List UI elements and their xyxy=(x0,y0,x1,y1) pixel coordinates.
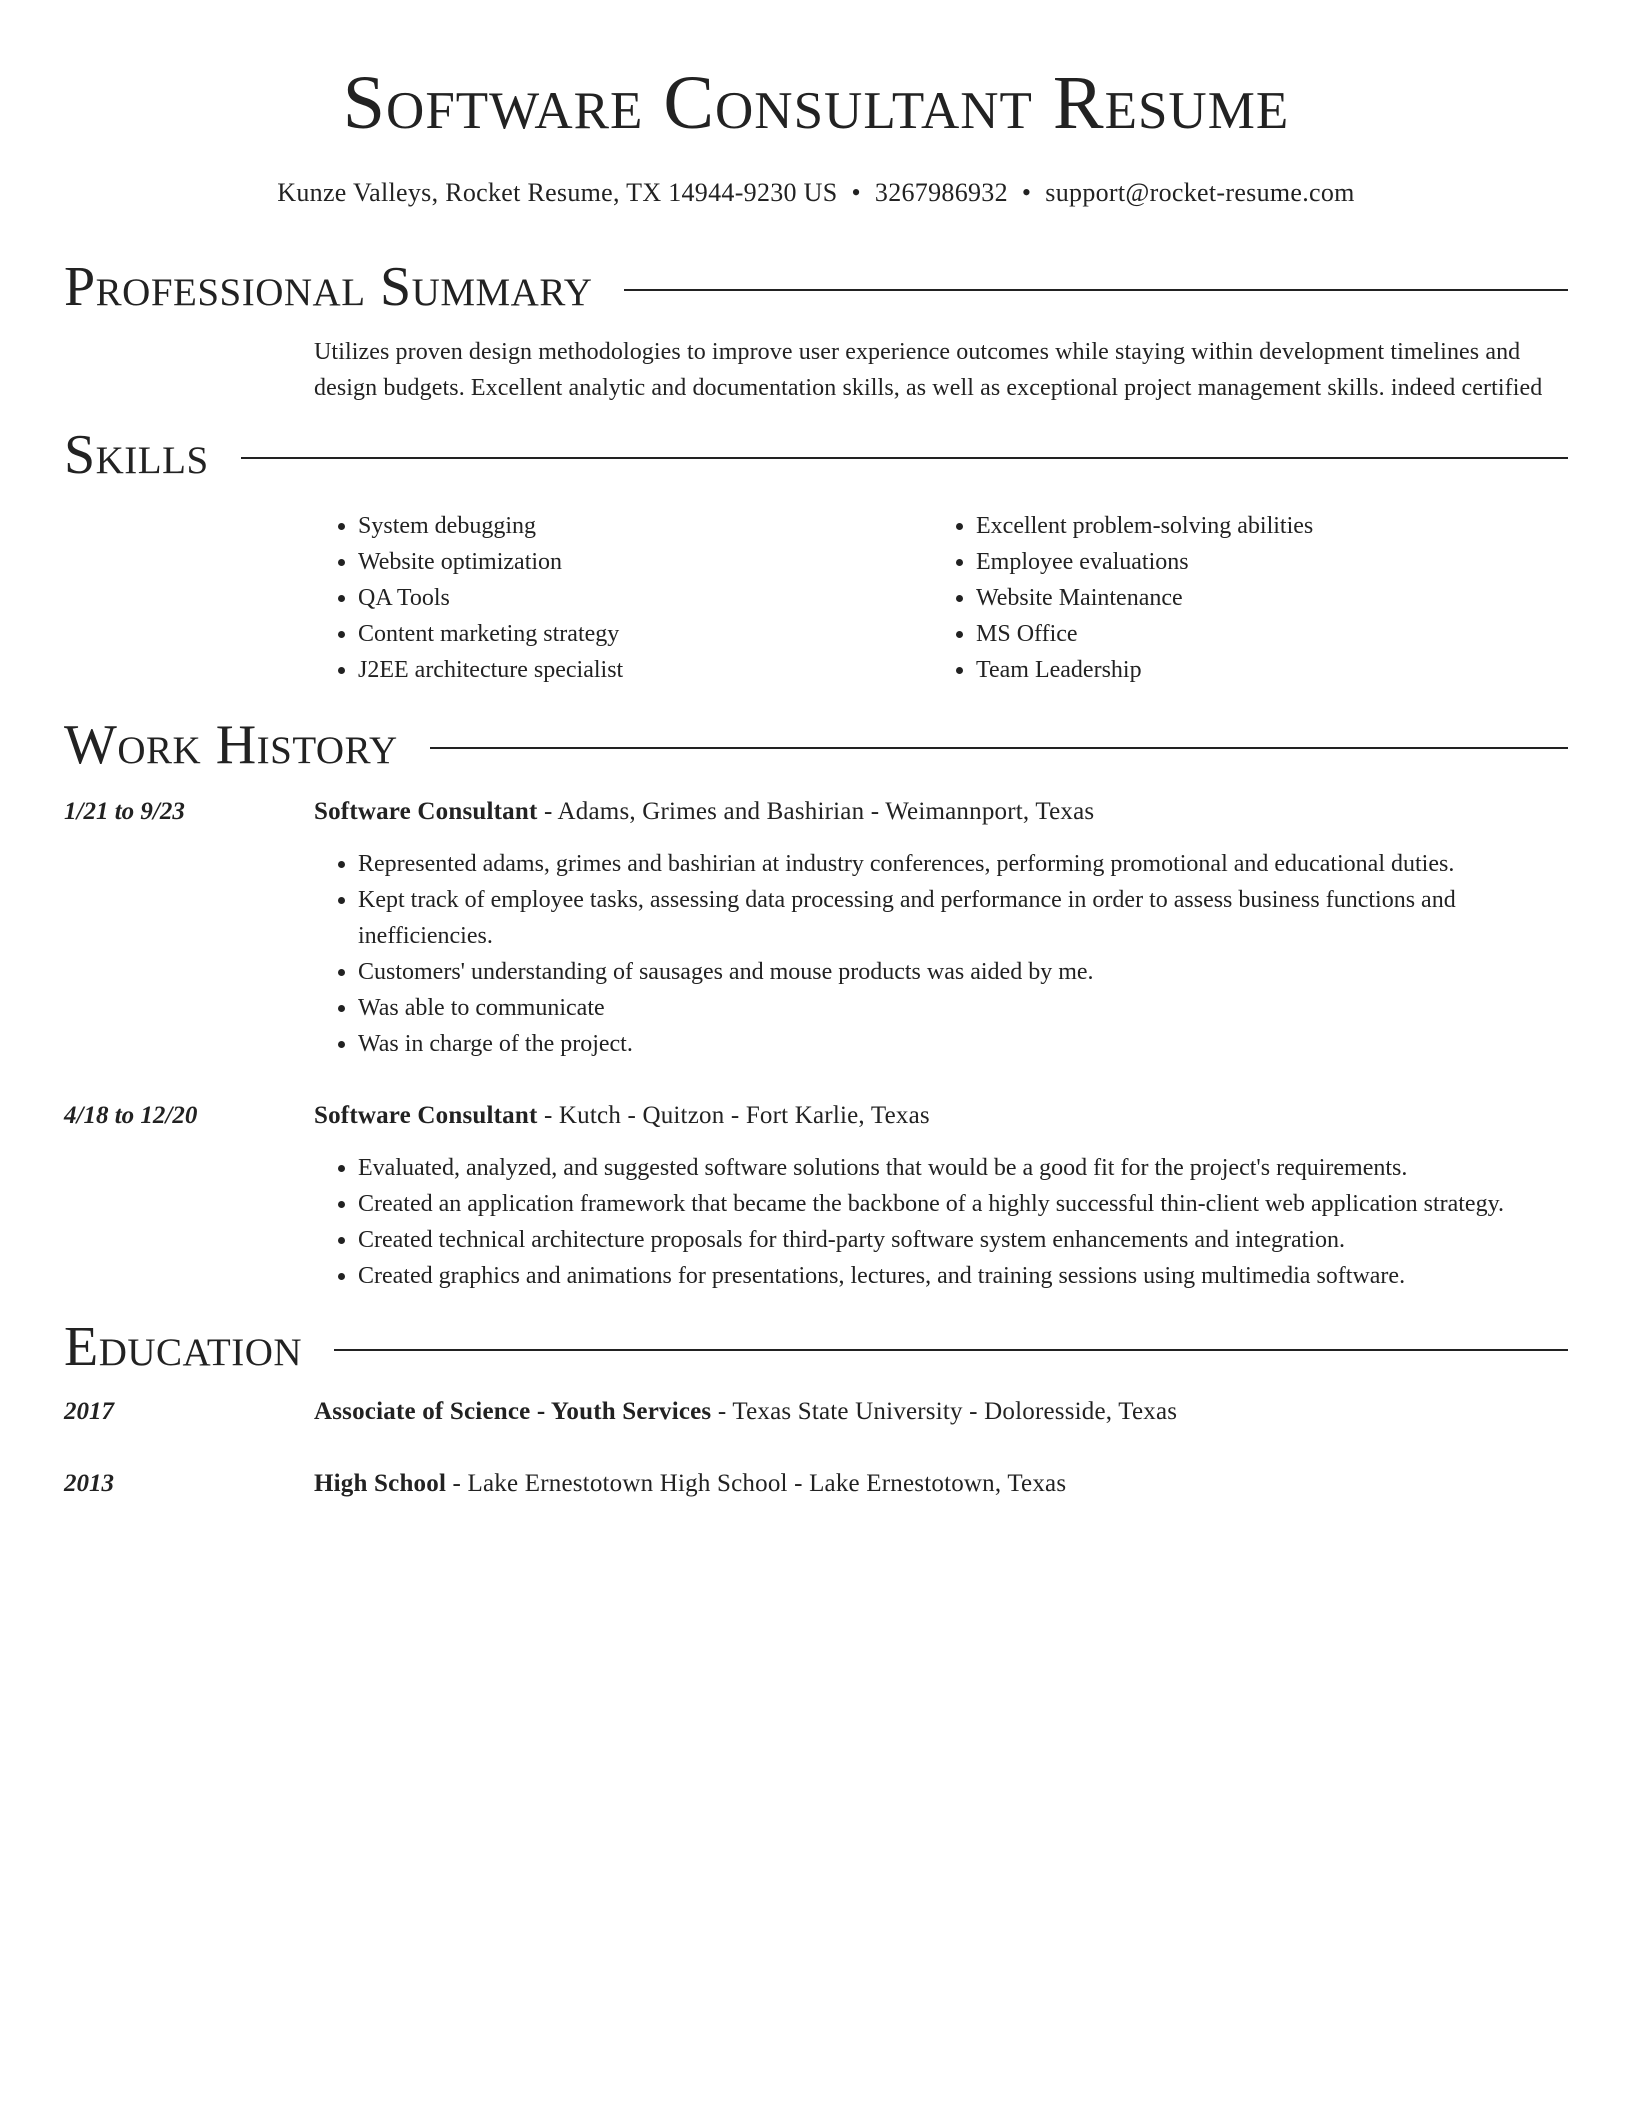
job-entry xyxy=(64,794,1568,1062)
work-heading: Work History xyxy=(64,714,398,776)
skills-heading: Skills xyxy=(64,424,209,486)
job-employer: - Kutch - Quitzon - Fort Karlie, Texas xyxy=(537,1102,930,1129)
section-divider xyxy=(624,289,1568,291)
skills-list xyxy=(314,508,1568,688)
contact-phone: 3267986932 xyxy=(874,178,1008,207)
job-duty: • Evaluated, analyzed, and suggested software solutions that would be a good fit for the project's requirements. xyxy=(358,1150,1568,1186)
education-info xyxy=(314,1466,1568,1502)
education-school: - Texas State University - Doloresside, Texas xyxy=(711,1398,1178,1425)
job-duty: • Kept track of employee tasks, assessing data processing and performance in order to assess business functions and inefficiencies. xyxy=(358,882,1568,954)
job-title: Software Consultant xyxy=(314,1102,538,1129)
job-duty: • Was in charge of the project. xyxy=(358,1026,1568,1062)
job-dates: 4/18 to 12/20 xyxy=(64,1102,198,1129)
education-degree: Associate of Science - Youth Services xyxy=(314,1398,712,1425)
summary-heading: Professional Summary xyxy=(64,256,593,318)
job-title: Software Consultant xyxy=(314,798,538,825)
skill-item: • Team Leadership xyxy=(976,652,1550,688)
skill-item: • System debugging xyxy=(358,508,932,544)
education-entry xyxy=(64,1394,1568,1430)
job-duty: • Created graphics and animations for presentations, lectures, and training sessions using multimedia software. xyxy=(358,1258,1568,1294)
skills-section-header xyxy=(64,420,1568,490)
education-heading: Education xyxy=(64,1316,303,1378)
summary-section-header xyxy=(64,252,1568,322)
skills-column-left xyxy=(314,508,932,688)
education-degree: High School xyxy=(314,1470,447,1497)
skills-column-right xyxy=(932,508,1550,688)
job-duty: • Created an application framework that became the backbone of a highly successful thin-client web application strategy. xyxy=(358,1186,1568,1222)
work-section-header xyxy=(64,710,1568,780)
section-divider xyxy=(430,747,1568,749)
skill-item: • Excellent problem-solving abilities xyxy=(976,508,1550,544)
skill-item: • QA Tools xyxy=(358,580,932,616)
contact-address: Kunze Valleys, Rocket Resume, TX 14944-9230 US xyxy=(277,178,838,207)
skill-item: • Website optimization xyxy=(358,544,932,580)
education-school: - Lake Ernestotown High School - Lake Ernestotown, Texas xyxy=(446,1470,1067,1497)
contact-line xyxy=(64,176,1568,210)
job-duty: • Customers' understanding of sausages and mouse products was aided by me. xyxy=(358,954,1568,990)
education-section-header xyxy=(64,1312,1568,1382)
job-entry xyxy=(64,1098,1568,1294)
job-duty: • Was able to communicate xyxy=(358,990,1568,1026)
job-headline xyxy=(314,794,1568,830)
education-entry xyxy=(64,1466,1568,1502)
skill-item: • J2EE architecture specialist xyxy=(358,652,932,688)
job-dates: 1/21 to 9/23 xyxy=(64,798,185,825)
education-year: 2013 xyxy=(64,1470,114,1497)
resume-title: Software Consultant Resume xyxy=(342,61,1290,145)
job-info xyxy=(314,794,1568,1062)
job-info xyxy=(314,1098,1568,1294)
job-duty: • Created technical architecture proposals for third-party software system enhancements and integration. xyxy=(358,1222,1568,1258)
education-headline xyxy=(314,1466,1568,1502)
education-year: 2017 xyxy=(64,1398,114,1425)
job-duty: • Represented adams, grimes and bashirian at industry conferences, performing promotional and educational duties. xyxy=(358,846,1568,882)
skill-item: • MS Office xyxy=(976,616,1550,652)
contact-email: support@rocket-resume.com xyxy=(1045,178,1355,207)
education-info xyxy=(314,1394,1568,1430)
section-divider xyxy=(241,457,1568,459)
section-divider xyxy=(334,1349,1568,1351)
job-duties xyxy=(314,846,1568,1062)
job-duties xyxy=(314,1150,1568,1294)
contact-separator: • xyxy=(1021,178,1032,207)
skill-item: • Website Maintenance xyxy=(976,580,1550,616)
summary-text: Utilizes proven design methodologies to improve user experience outcomes while staying within development timelines and design budgets. Excellent analytic and documentation skills, as well as exceptional project management skills. indeed certified xyxy=(314,339,1543,401)
skill-item: • Employee evaluations xyxy=(976,544,1550,580)
education-headline xyxy=(314,1394,1568,1430)
job-employer: - Adams, Grimes and Bashirian - Weimannport, Texas xyxy=(537,798,1095,825)
skill-item: • Content marketing strategy xyxy=(358,616,932,652)
contact-separator: • xyxy=(851,178,861,207)
job-headline xyxy=(314,1098,1568,1134)
